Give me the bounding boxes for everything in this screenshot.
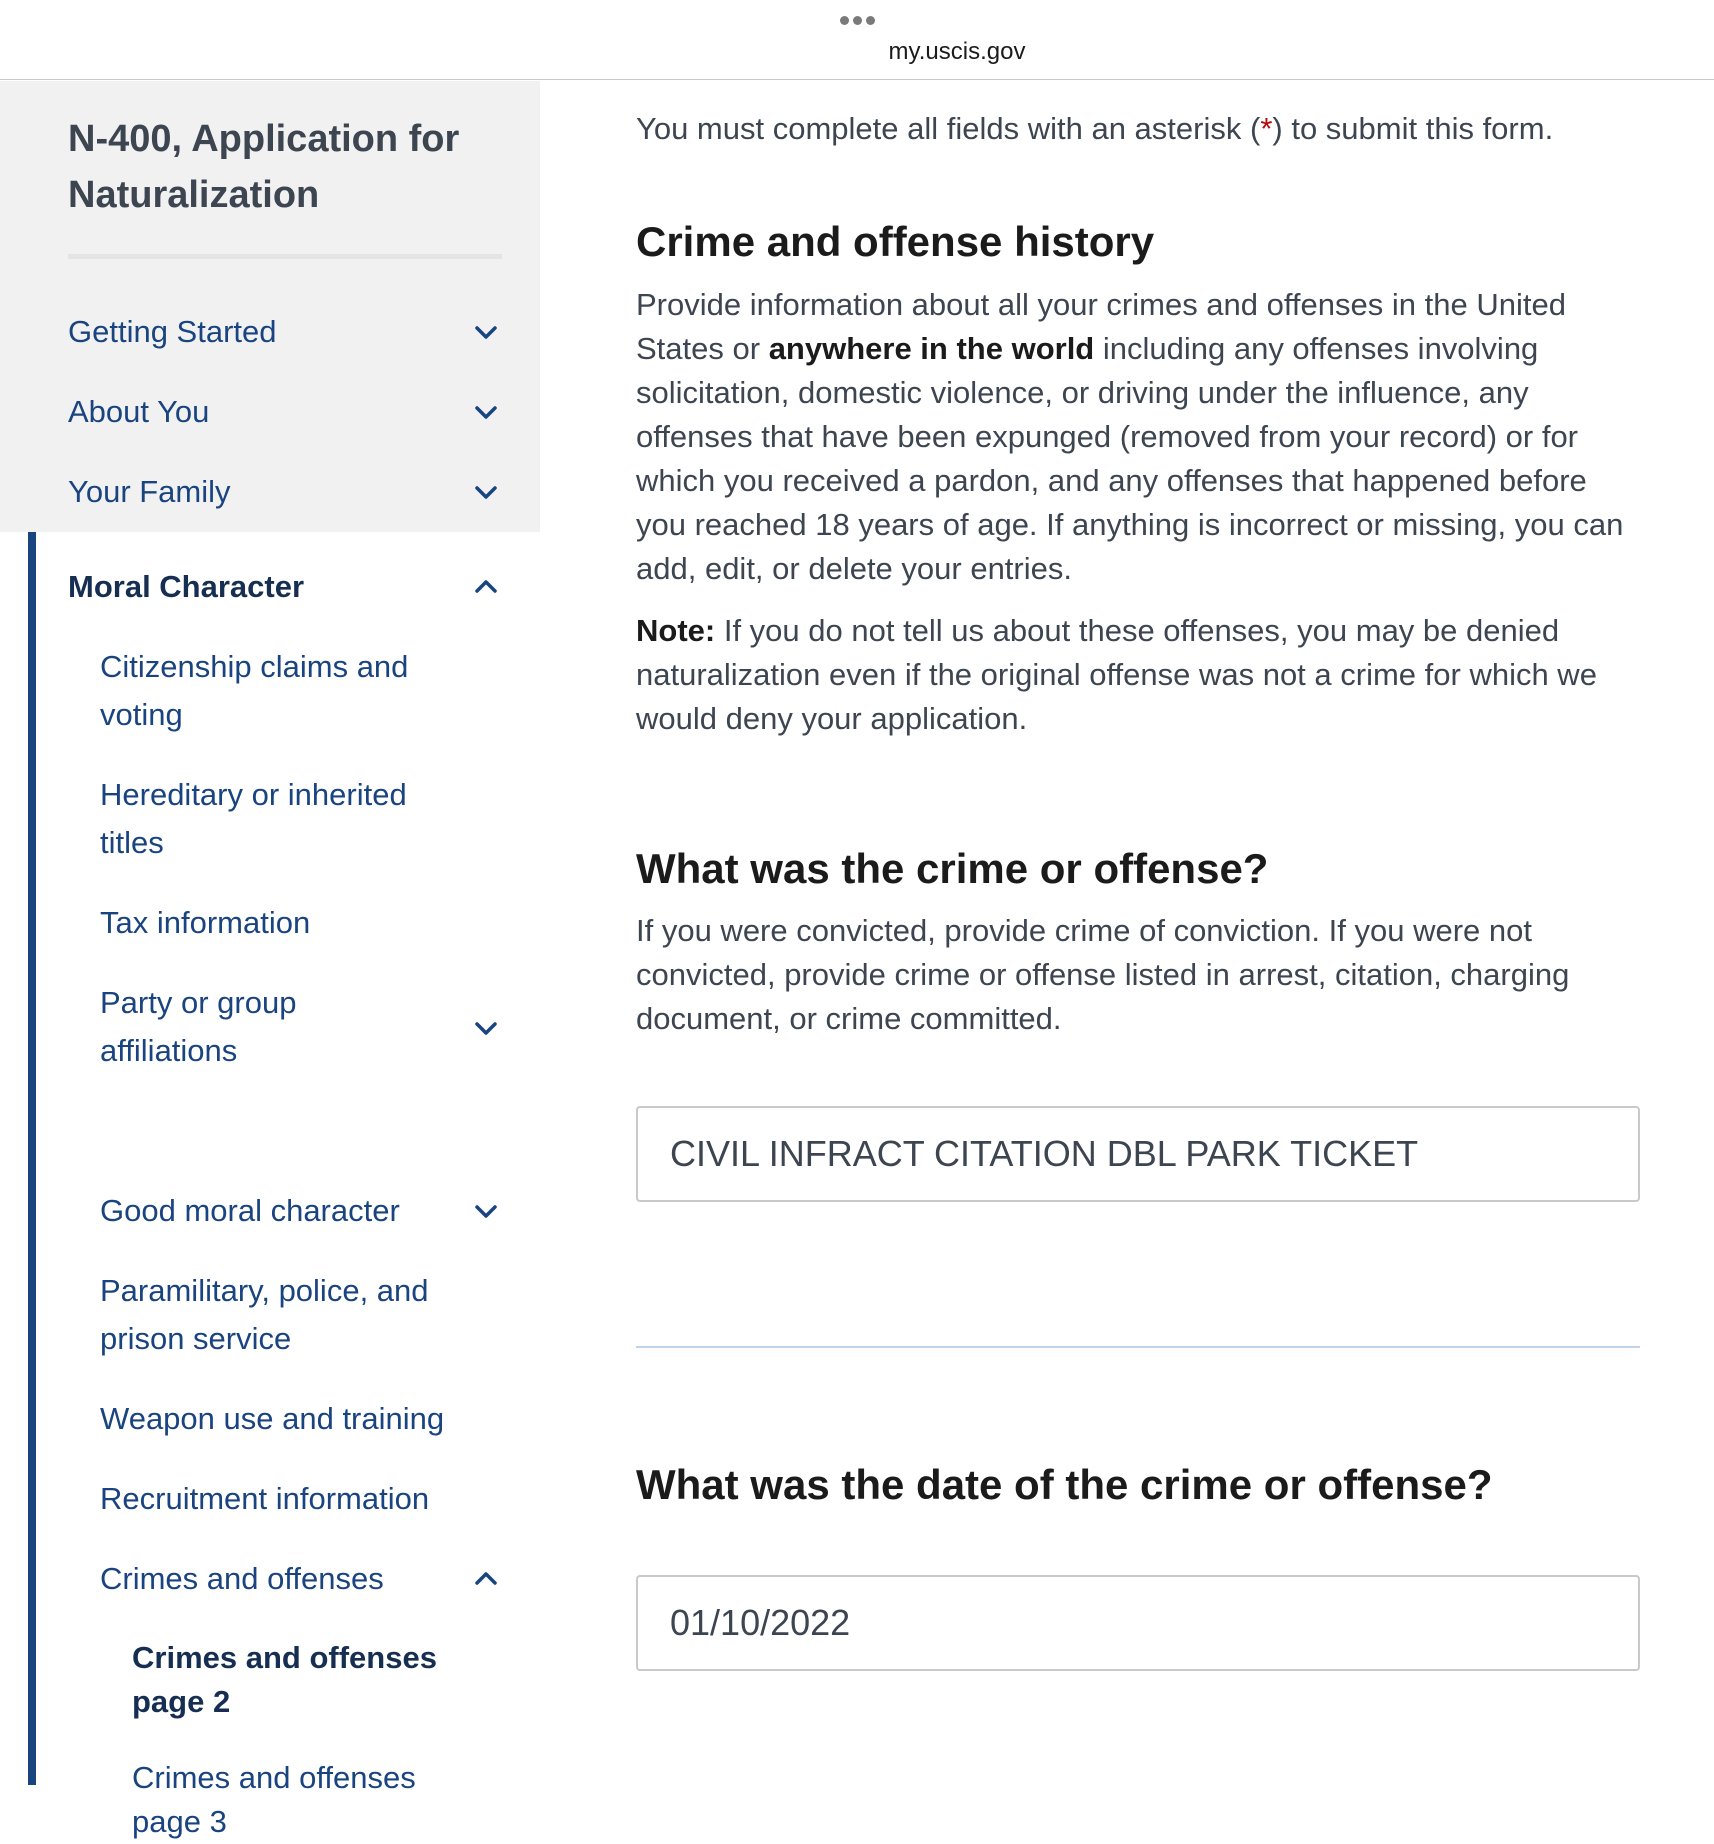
chevron-down-icon[interactable] [472,478,500,506]
app-title: N-400, Application for Naturalization [68,118,460,216]
required-note-text: You must complete all fields with an asterisk ( [636,111,1261,146]
intro-bold-text: anywhere in the world [768,331,1095,366]
note-text: If you do not tell us about these offenses, you may be denied naturalization even if the original offense was not a crime for which we would deny your application. [636,613,1597,736]
sidebar-item-tax-information[interactable] [100,899,500,947]
required-fields-note [636,109,1640,149]
question-crime-title: What was the crime or offense? [636,845,1269,892]
sidebar-item-label: Tax information [100,905,311,940]
chevron-down-icon[interactable] [472,398,500,426]
sidebar-item-label: About You [68,394,210,429]
section-note [636,609,1640,741]
sidebar-item-hereditary-titles[interactable] [100,771,500,867]
intro-text: Provide information about all your crimes and offenses in the United States or [636,287,1566,366]
sidebar-item-good-moral-character[interactable] [100,1187,500,1235]
chevron-down-icon[interactable] [472,1014,500,1042]
sidebar-item-label: Party or group affiliations [100,985,297,1068]
sidebar-item-party-affiliations[interactable] [100,979,500,1075]
note-label: Note: [636,613,716,648]
sidebar-item-label: Good moral character [100,1193,400,1228]
sidebar-item-label: Getting Started [68,314,277,349]
sidebar-item-label: Crimes and offenses [100,1561,384,1596]
required-note-text-end: ) to submit this form. [1272,111,1554,146]
sidebar-item-citizenship-claims[interactable] [100,643,500,739]
sidebar-item-label: Your Family [68,474,231,509]
required-asterisk: * [1260,111,1273,146]
sidebar-item-label: Moral Character [68,569,305,604]
sidebar-item-label: Weapon use and training [100,1401,445,1436]
sidebar-item-label: Citizenship claims and voting [100,649,409,732]
question-crime-help: If you were convicted, provide crime of conviction. If you were not convicted, provide crime or offense listed in arrest, citation, charging document, or crime committed. [636,913,1570,1036]
sidebar-item-label: Paramilitary, police, and prison service [100,1273,429,1356]
sidebar-item-label: Hereditary or inherited titles [100,777,407,860]
chevron-down-icon[interactable] [472,1197,500,1225]
sidebar-item-crimes-page-3[interactable]: Crimes and offenses page 3 [132,1760,416,1839]
offense-date-input[interactable] [636,1575,1640,1671]
sidebar-item-crimes-page-2[interactable]: Crimes and offenses page 2 [132,1640,437,1719]
active-section-indicator [28,532,36,1785]
question-date-title: What was the date of the crime or offense? [636,1461,1493,1508]
crime-offense-input[interactable] [636,1106,1640,1202]
title-divider [68,254,502,259]
sidebar-item-recruitment[interactable] [100,1475,500,1523]
chevron-up-icon[interactable] [472,573,500,601]
sidebar-item-moral-character[interactable] [68,562,500,612]
section-title: Crime and offense history [636,218,1155,265]
sidebar-item-getting-started[interactable] [68,307,500,357]
section-intro [636,283,1640,591]
intro-text-continued: including any offenses involving solicitation, domestic violence, or driving under the influence, any offenses that have been expunged (removed from your record) or for which you received a pardon, and any offenses that happened before you reached 18 years of age. If anything is incorrect or missing, you can add, edit, or delete your entries. [636,331,1624,586]
sidebar-nav [0,81,540,1839]
sidebar-item-paramilitary-service[interactable] [100,1267,500,1363]
section-divider [636,1346,1640,1348]
sidebar-item-weapon-use[interactable] [100,1395,500,1443]
sidebar-item-label: Recruitment information [100,1481,430,1516]
chevron-up-icon[interactable] [472,1565,500,1593]
browser-top-bar [0,0,1714,80]
sidebar-item-your-family[interactable] [68,467,500,517]
chevron-down-icon[interactable] [472,318,500,346]
url-label[interactable]: my.uscis.gov [888,38,1026,65]
sidebar-item-about-you[interactable] [68,387,500,437]
sidebar-item-crimes-and-offenses[interactable] [100,1555,500,1603]
more-options-icon[interactable] [0,12,1714,28]
